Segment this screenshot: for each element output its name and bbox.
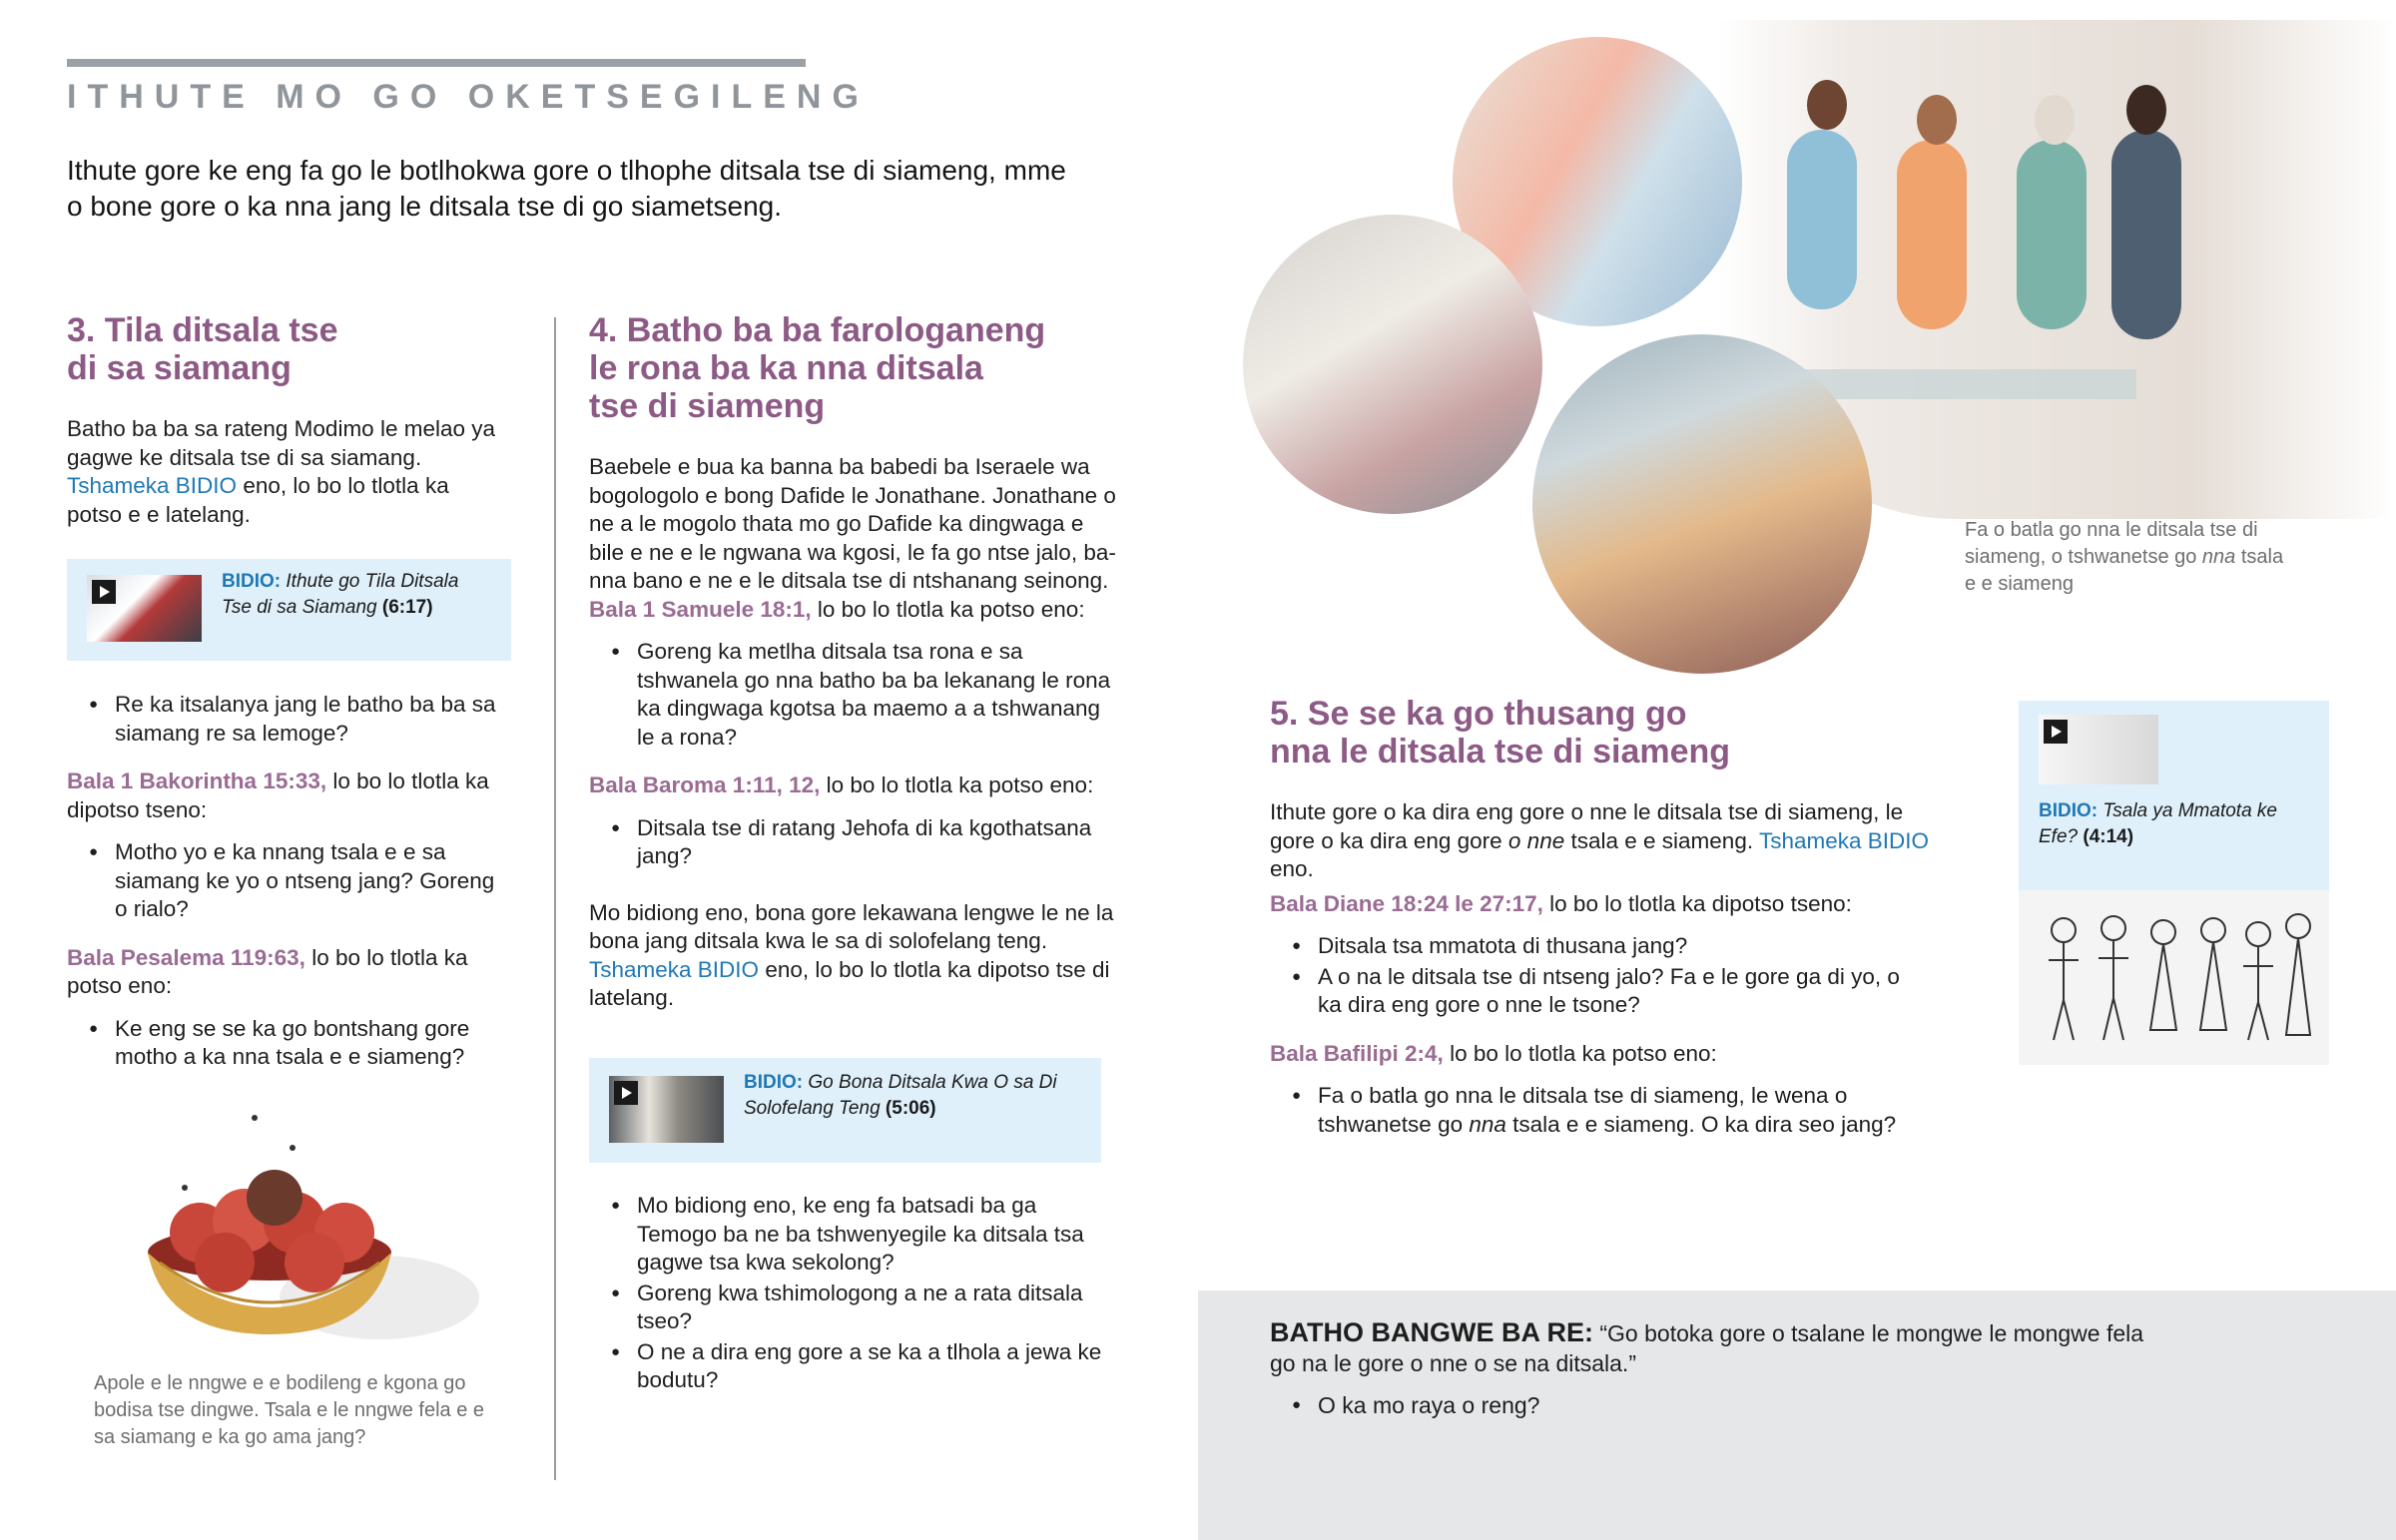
question-item: ● O ka mo raya o reng?: [1318, 1390, 2148, 1420]
section-5-paragraph: Ithute gore o ka dira eng gore o nne le ditsala tse di siameng, le gore o ka dira eng gore o nne tsala e e siameng. Tshameka BIDIO eno.: [1270, 799, 1930, 881]
column-divider: [554, 317, 556, 1480]
play-video-link[interactable]: Tshameka BIDIO: [1758, 827, 1930, 853]
question-item: ● A o na le ditsala tse di ntseng jalo? Fa e le gore ga di yo, o ka dira eng gore o nne le tsone?: [1318, 963, 1929, 1020]
question-item: ● Mo bidiong eno, ke eng fa batsadi ba ga Temogo ba ne ba tshwenyegile ka ditsala tsa gagwe tsa kwa sekolong?: [637, 1192, 1108, 1278]
scripture-ref[interactable]: Bala Bafilipi 2:4,: [1270, 1040, 1444, 1066]
scripture-ref[interactable]: Bala 1 Bakorintha 15:33,: [67, 769, 327, 793]
section-3-title: 3. Tila ditsala tse di sa siamang: [67, 311, 338, 387]
scripture-ref[interactable]: Bala Baroma 1:11, 12,: [589, 772, 821, 797]
video-thumbnail[interactable]: [2039, 715, 2158, 784]
section-kicker: ITHUTE MO GO OKETSEGILENG: [67, 78, 870, 116]
question-item: ● Goreng ka metlha ditsala tsa rona e sa tshwanela go nna batho ba ba lekanang le rona ka dingwaga kgotsa ba maemo a a tshwanang le a rona?: [637, 638, 1123, 752]
people-sketch-illustration: [2019, 890, 2329, 1065]
photo-caption: Fa o batla go nna le ditsala tse di siameng, o tshwanetse go nna tsala e e siameng: [1965, 519, 2284, 595]
play-icon[interactable]: [614, 1081, 638, 1105]
question-item: ● Ke eng se se ka go bontshang gore motho a ka nna tsala e e siameng?: [115, 1015, 506, 1072]
scripture-instruction: Bala Baroma 1:11, 12, lo bo lo tlotla ka potso eno:: [589, 772, 1094, 797]
section-4: [589, 311, 1123, 1027]
video-caption: BIDIO: Ithute go Tila Ditsala Tse di sa Siamang (6:17): [222, 571, 459, 618]
scripture-instruction: Bala Pesalema 119:63, lo bo lo tlotla ka potso eno:: [67, 944, 468, 998]
scripture-instruction: Bala 1 Bakorintha 15:33, lo bo lo tlotla ka dipotso tseno:: [67, 769, 489, 822]
video-thumbnail[interactable]: [609, 1076, 724, 1143]
question-item: ● O ne a dira eng gore a se ka a tlhola a jewa ke bodutu?: [637, 1338, 1108, 1395]
question-item: ● Goreng kwa tshimologong a ne a rata ditsala tseo?: [637, 1280, 1108, 1336]
question-item: ● Ditsala tsa mmatota di thusana jang?: [1318, 932, 1929, 961]
play-icon[interactable]: [92, 580, 116, 604]
comfort-friend-photo: [1532, 334, 1872, 674]
video-caption: BIDIO: Go Bona Ditsala Kwa O sa Di Solofelang Teng (5:06): [744, 1072, 1057, 1119]
section-3-questions: [67, 691, 506, 1092]
section-4-questions: [589, 1192, 1108, 1415]
section-5: [1270, 695, 1929, 1159]
objection-text: BATHO BANGWE BA RE: “Go botoka gore o tsalane le mongwe le mongwe fela go na le gore o nne o se na ditsala.”: [1270, 1317, 2144, 1376]
play-icon[interactable]: [2044, 720, 2068, 744]
section-4-paragraph: Baebele e bua ka banna ba babedi ba Iseraele wa bogologolo e bong Dafide le Jonathane. Jonathane o ne a le mogolo thata mo go Dafide ka dingwaga e bile e ne e le ngwana wa kgosi, le fa go ntse jalo, ba-nna bano e ne e le ditsala tse di ntshanang seinong.: [589, 454, 1116, 593]
scripture-ref[interactable]: Bala 1 Samuele 18:1,: [589, 596, 812, 622]
objection-lead: BATHO BANGWE BA RE:: [1270, 1317, 1593, 1347]
section-5-title: 5. Se se ka go thusang go nna le ditsala tse di siameng: [1270, 695, 1731, 770]
caring-friend-photo: [1243, 215, 1542, 514]
play-video-link[interactable]: Tshameka BIDIO: [589, 956, 760, 982]
question-item: ● Fa o batla go nna le ditsala tse di siameng, le wena o tshwanetse go nna tsala e e siameng. O ka dira seo jang?: [1318, 1082, 1929, 1139]
section-4-title: 4. Batho ba ba farologaneng le rona ba ka nna ditsala tse di siameng: [589, 311, 1046, 425]
video-caption: BIDIO: Tsala ya Mmatota ke Efe? (4:14): [2039, 800, 2277, 847]
video-card-avoid-bad-friends[interactable]: [67, 559, 511, 661]
section-3-paragraph: Batho ba ba sa rateng Modimo le melao ya gagwe ke ditsala tse di sa siamang. Tshameka BIDIO eno, lo bo lo tlotla ka potso e e latelang.: [67, 416, 496, 527]
scripture-instruction: Bala Diane 18:24 le 27:17, lo bo lo tlotla ka dipotso tseno:: [1270, 890, 1852, 916]
play-video-link[interactable]: Tshameka BIDIO: [67, 473, 238, 498]
question-item: ● Motho yo e ka nnang tsala e e sa siamang ke yo o ntseng jang? Goreng o rialo?: [115, 838, 506, 924]
video-thumbnail[interactable]: [87, 575, 202, 642]
section-4-paragraph-2: Mo bidiong eno, bona gore lekawana lengwe le ne la bona jang ditsala kwa le sa di solofelang teng. Tshameka BIDIO eno, lo bo lo tlotla ka dipotso tse di latelang.: [589, 899, 1114, 1010]
scripture-ref[interactable]: Bala Diane 18:24 le 27:17,: [1270, 890, 1543, 916]
apple-caption: Apole e le nngwe e e bodileng e kgona go bodisa tse dingwe. Tsala e le nngwe fela e e sa siamang e ka go ama jang?: [94, 1372, 485, 1448]
question-item: ● Re ka itsalanya jang le batho ba ba sa siamang re sa lemoge?: [115, 691, 506, 748]
question-item: ● Ditsala tse di ratang Jehofa di ka kgothatsana jang?: [637, 814, 1123, 871]
scripture-ref[interactable]: Bala Pesalema 119:63,: [67, 944, 305, 970]
objection-content: [1270, 1317, 2148, 1440]
section-3: [67, 311, 506, 543]
scripture-instruction: Bala 1 Samuele 18:1, lo bo lo tlotla ka potso eno:: [589, 596, 1085, 622]
video-card-unexpected-friends[interactable]: [589, 1058, 1101, 1163]
scripture-instruction: Bala Bafilipi 2:4, lo bo lo tlotla ka potso eno:: [1270, 1040, 1717, 1066]
intro-text: Ithute gore ke eng fa go le botlhokwa gore o tlhophe ditsala tse di siameng, mme o bone gore o ka nna jang le ditsala tse di go siametseng.: [67, 155, 1066, 222]
header-rule: [67, 59, 806, 67]
apple-bowl-illustration: [130, 1103, 484, 1357]
video-card-true-friend[interactable]: [2019, 701, 2329, 1065]
